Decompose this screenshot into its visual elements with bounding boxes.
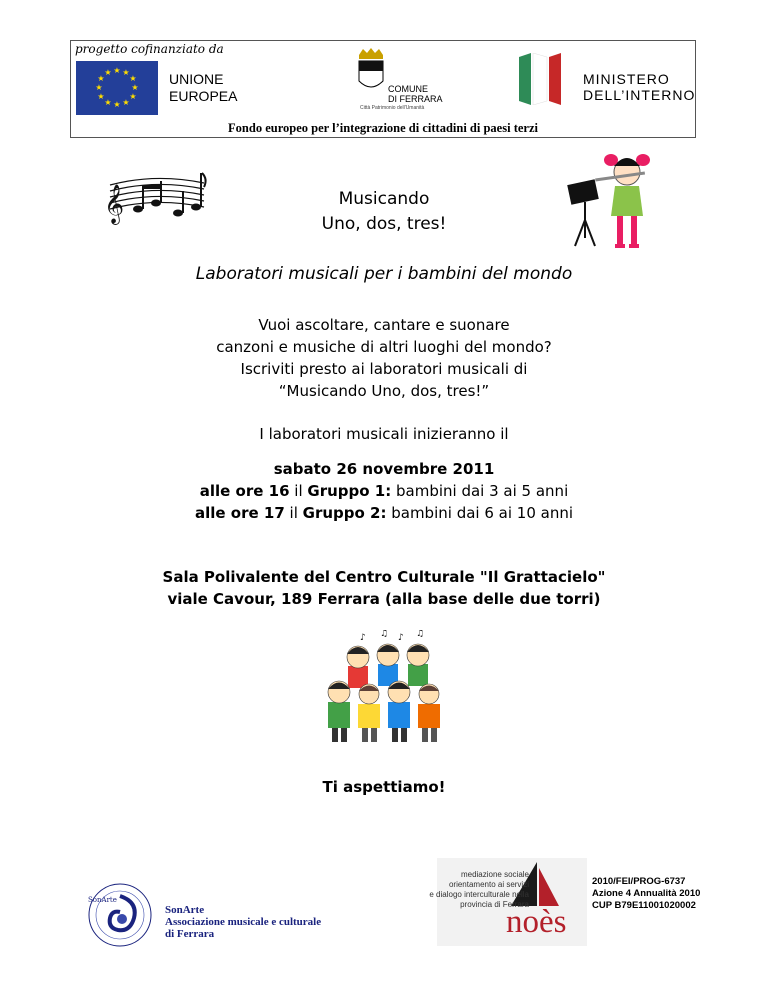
eu-flag-logo <box>76 61 158 115</box>
project-reference: 2010/FEI/PROG-6737 Azione 4 Annualità 2010 CUP B79E11001020002 <box>592 876 701 911</box>
venue-name: Sala Polivalente del Centro Culturale "Il Grattacielo" <box>162 568 606 586</box>
venue-address: viale Cavour, 189 Ferrara (alla base delle due torri) <box>167 590 601 608</box>
comune-name: COMUNE DI FERRARA <box>388 84 443 104</box>
svg-text:★: ★ <box>104 68 112 77</box>
svg-text:★: ★ <box>97 92 105 101</box>
svg-text:★: ★ <box>122 98 130 107</box>
svg-text:♪: ♪ <box>398 633 404 643</box>
noes-wordmark: noès <box>506 904 567 940</box>
svg-text:♫: ♫ <box>380 630 389 639</box>
svg-text:★: ★ <box>104 98 112 107</box>
svg-text:★: ★ <box>113 100 121 109</box>
sonarte-name: SonArte Associazione musicale e culturale di Ferrara <box>165 904 322 940</box>
closing-message: Ti aspettiamo! <box>322 778 446 796</box>
svg-text:♫: ♫ <box>416 630 425 639</box>
eu-name: UNIONE EUROPEA <box>169 71 238 104</box>
ministero-flag-logo <box>517 53 577 105</box>
cofinanced-label: progetto cofinanziato da <box>75 42 224 56</box>
svg-text:★: ★ <box>129 92 137 101</box>
ministero-name: MINISTERO DELL’INTERNO <box>583 71 696 103</box>
group-2-schedule: alle ore 17 il Gruppo 2: bambini dai 6 ai 10 anni <box>194 504 574 522</box>
svg-text:♪: ♪ <box>360 633 366 643</box>
noes-description: mediazione sociale orientamento ai servizi e dialogo interculturale nella provincia di Ferrara <box>429 870 529 909</box>
intro-line: Iscriviti presto ai laboratori musicali di <box>240 360 528 378</box>
svg-text:★: ★ <box>122 68 130 77</box>
svg-text:𝄞: 𝄞 <box>104 184 125 224</box>
title-line-1: Musicando <box>338 189 430 209</box>
intro-line: Vuoi ascoltare, cantare e suonare <box>258 316 510 334</box>
comune-subtitle: Città Patrimonio dell'Umanità <box>360 105 425 111</box>
svg-text:★: ★ <box>113 66 121 75</box>
svg-text:★: ★ <box>129 74 137 83</box>
intro-line: canzoni e musiche di altri luoghi del mondo? <box>216 338 552 356</box>
svg-text:★: ★ <box>97 74 105 83</box>
sonarte-logo <box>82 882 158 948</box>
intro-line: “Musicando Uno, dos, tres!” <box>278 382 490 400</box>
children-choir-illustration <box>320 630 460 745</box>
svg-text:★: ★ <box>131 83 139 92</box>
start-date: sabato 26 novembre 2011 <box>273 460 495 478</box>
title-line-2: Uno, dos, tres! <box>321 214 447 234</box>
cofinancing-header <box>70 40 696 138</box>
svg-text:SonArte: SonArte <box>88 896 117 904</box>
start-text: I laboratori musicali inizieranno il <box>259 425 509 443</box>
group-1-schedule: alle ore 16 il Gruppo 1: bambini dai 3 ai 5 anni <box>199 482 569 500</box>
svg-text:★: ★ <box>95 83 103 92</box>
subtitle: Laboratori musicali per i bambini del mondo <box>195 264 573 284</box>
fund-title: Fondo europeo per l’integrazione di cittadini di paesi terzi <box>228 121 538 135</box>
